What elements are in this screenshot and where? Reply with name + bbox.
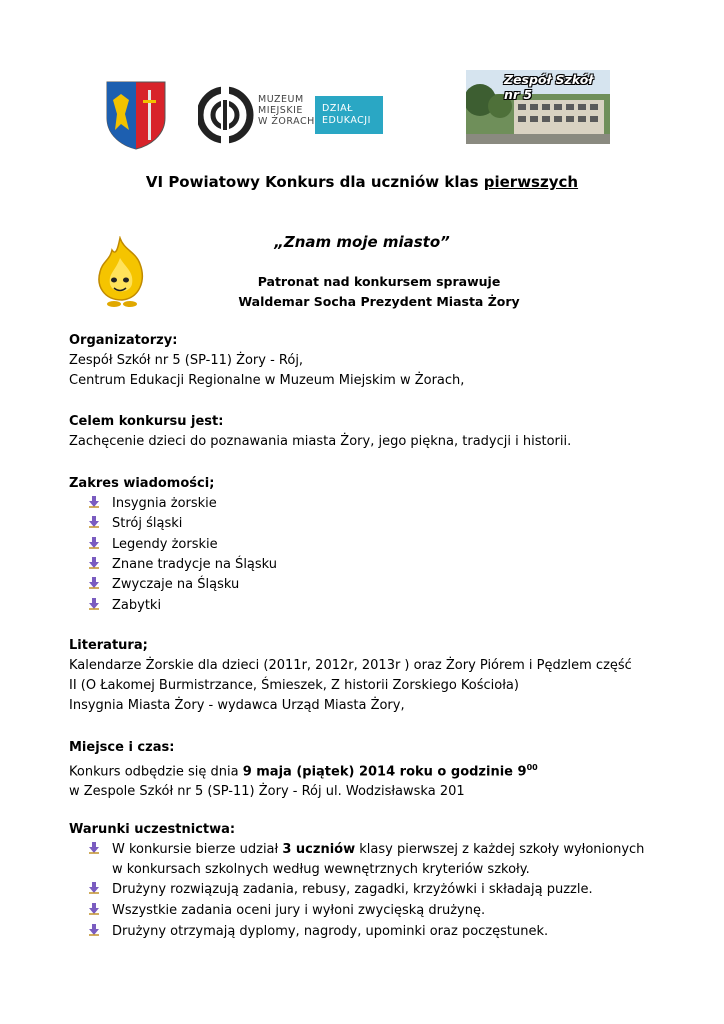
arrow-bullet-icon: [88, 535, 112, 555]
list-item: Zwyczaje na Śląsku: [88, 575, 239, 595]
conditions-heading: Warunki uczestnictwa:: [69, 822, 236, 837]
list-item: Wszystkie zadania oceni jury i wyłoni zwycięską drużynę.: [88, 901, 485, 921]
contest-name: „Znam moje miasto”: [274, 233, 450, 251]
arrow-bullet-icon: [88, 840, 112, 860]
school-logo: [466, 70, 610, 144]
museum-logo: [198, 80, 386, 150]
goal-heading: Celem konkursu jest:: [69, 414, 224, 429]
list-item: Drużyny otrzymają dyplomy, nagrody, upominki oraz poczęstunek.: [88, 922, 548, 942]
school-building-photo: [466, 70, 610, 144]
organizers-heading: Organizatorzy:: [69, 333, 178, 348]
page-title: VI Powiatowy Konkurs dla uczniów klas pierwszych: [145, 173, 579, 191]
arrow-bullet-icon: [88, 596, 112, 616]
list-item: Insygnia żorskie: [88, 494, 217, 514]
goal-section: Celem konkursu jest: Zachęcenie dzieci do poznawania miasta Żory, jego piękna, tradycji i historii.: [69, 414, 572, 449]
literature-section: Literatura; Kalendarze Żorskie dla dzieci (2011r, 2012r, 2013r ) oraz Żory Piórem i Pędzlem część II (O Łakomej Burmistrzance, Śmieszek, Z historii Zorskiego Kościoła) Insygnia Miasta Żory - wydawca Urząd Miasta Żory,: [69, 638, 632, 713]
list-item: W konkursie bierze udział 3 uczniów klasy pierwszej z każdej szkoły wyłonionych: [88, 840, 644, 860]
school-name: Zespół Szkół nr 5: [504, 72, 593, 102]
city-crest-logo: [105, 80, 167, 150]
arrow-bullet-icon: [88, 575, 112, 595]
place-time-heading: Miejsce i czas:: [69, 740, 175, 755]
arrow-bullet-icon: [88, 922, 112, 942]
organizers-section: Organizatorzy: Zespół Szkół nr 5 (SP-11) Żory - Rój, Centrum Edukacji Regionalne w Muzeum Miejskim w Żorach,: [69, 333, 465, 388]
list-item: Znane tradycje na Śląsku: [88, 555, 277, 575]
list-item-continuation: w konkursach szkolnych według wewnętrznych kryteriów szkoły.: [112, 862, 530, 877]
arrow-bullet-icon: [88, 555, 112, 575]
list-item: Legendy żorskie: [88, 535, 218, 555]
list-item: Zabytki: [88, 596, 161, 616]
list-item: Strój śląski: [88, 514, 182, 534]
arrow-bullet-icon: [88, 494, 112, 514]
list-item: Drużyny rozwiązują zadania, rebusy, zagadki, krzyżówki i składają puzzle.: [88, 880, 593, 900]
scope-heading: Zakres wiadomości;: [69, 476, 215, 491]
arrow-bullet-icon: [88, 514, 112, 534]
literature-heading: Literatura;: [69, 638, 148, 653]
patronage-note: Patronat nad konkursem sprawuje Waldemar Socha Prezydent Miasta Żory: [238, 274, 520, 309]
arrow-bullet-icon: [88, 880, 112, 900]
dzial-edukacji-badge: DZIAŁ EDUKACJI: [315, 96, 383, 134]
museum-name: MUZEUM MIEJSKIE W ŻORACH: [258, 94, 315, 127]
place-time-section: Miejsce i czas: Konkurs odbędzie się dnia 9 maja (piątek) 2014 roku o godzinie $9^{00}$ w Zespole Szkół nr 5 (SP-11) Żory - Rój ul. Wodzisławska 201: [69, 740, 538, 800]
arrow-bullet-icon: [88, 901, 112, 921]
